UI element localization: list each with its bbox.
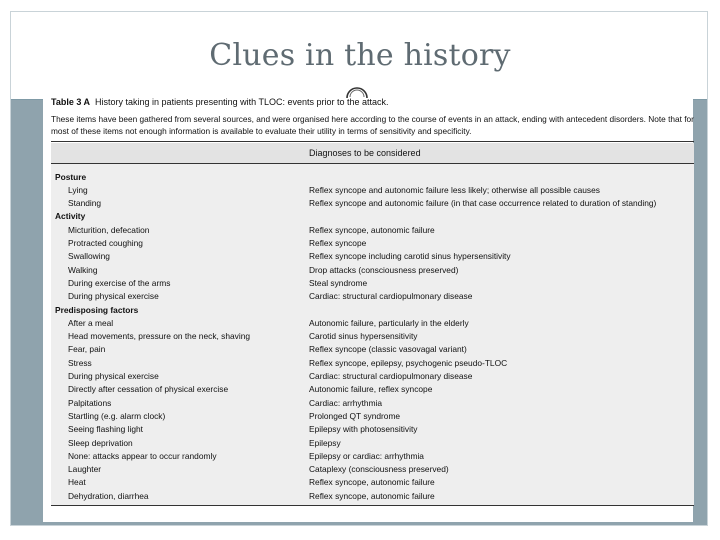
history-item: Dehydration, diarrhea [68,490,149,501]
table-row [51,358,694,371]
history-item: Laughter [68,464,102,475]
history-item: Heat [68,477,86,488]
history-item: Directly after cessation of physical exercise [68,384,229,395]
table-row [51,438,694,451]
table-row [51,265,694,278]
history-item: Palpitations [68,397,112,408]
table-caption-label: Table 3 A [51,97,91,107]
history-item: Micturition, defecation [68,224,150,235]
table-section-row [51,211,694,224]
table-row [51,424,694,437]
diagnosis-cell: Reflex syncope, autonomic failure [309,490,435,501]
history-item: Seeing flashing light [68,424,143,435]
diagnosis-cell: Reflex syncope, autonomic failure [309,224,435,235]
diagnosis-cell: Reflex syncope, epilepsy, psychogenic pseudo-TLOC [309,357,508,368]
history-item: During physical exercise [68,371,159,381]
section-heading: Posture [55,171,87,182]
table-row [51,464,694,477]
diagnosis-cell: Reflex syncope and autonomic failure less likely; otherwise all possible causes [309,184,600,195]
table-row [51,331,694,344]
table-note: These items have been gathered from several sources, and were organised here according to the course of events in an attack, ending with antecedent disorders. Note that for most of these items not enough information is available to evaluate their utility in terms of sensitivity and specificity. [51,114,694,136]
diagnosis-cell: Prolonged QT syndrome [309,410,401,421]
table-row [51,344,694,357]
history-item: Fear, pain [68,344,106,355]
table-caption [51,97,691,107]
history-item: Startling (e.g. alarm clock) [68,410,166,421]
history-item: None: attacks appear to occur randomly [68,450,217,461]
diagnosis-cell: Reflex syncope including carotid sinus hypersensitivity [309,251,511,262]
history-item: Walking [68,264,98,275]
diagnosis-cell: Epilepsy with photosensitivity [309,424,418,435]
title-ornament-icon [343,78,371,106]
history-item: Swallowing [68,251,110,262]
table-row [51,185,694,198]
diagnosis-cell: Autonomic failure, reflex syncope [309,384,433,395]
table-section-row [51,305,694,318]
history-item: Sleep deprivation [68,437,133,448]
table-row [51,384,694,397]
diagnosis-cell: Autonomic failure, particularly in the elderly [309,317,469,328]
section-heading: Predisposing factors [55,304,139,315]
table-row [51,225,694,238]
table-row [51,291,694,304]
diagnosis-cell: Cardiac: structural cardiopulmonary disease [309,291,473,302]
table-bottom-rule [51,505,694,506]
table-row [51,411,694,424]
table-row [51,278,694,291]
table-row [51,477,694,490]
diagnosis-cell: Reflex syncope and autonomic failure (in that case occurrence related to duration of standing) [309,198,657,209]
diagnosis-cell: Cataplexy (consciousness preserved) [309,464,449,475]
history-item: Stress [68,357,92,368]
history-item: After a meal [68,317,114,328]
table-header-diagnoses: Diagnoses to be considered [309,148,421,158]
table-row [51,398,694,411]
right-accent-strip [693,100,707,525]
diagnosis-cell: Epilepsy or cardiac: arrhythmia [309,450,424,461]
history-item: During exercise of the arms [68,277,171,288]
diagnosis-cell: Reflex syncope [309,238,367,248]
table-row [51,371,694,384]
history-item: Head movements, pressure on the neck, shaving [68,331,251,342]
table-caption-text: History taking in patients presenting with TLOC: events prior to the attack. [95,97,389,107]
table-row [51,251,694,264]
left-accent-strip [11,100,43,525]
diagnosis-cell: Cardiac: arrhythmia [309,397,383,408]
diagnosis-cell: Epilepsy [309,437,341,448]
history-item: Protracted coughing [68,238,143,248]
table-row [51,491,694,504]
table-image [43,92,693,522]
table-row [51,238,694,251]
history-item: Standing [68,198,102,209]
table-row [51,198,694,211]
section-heading: Activity [55,211,86,222]
table-row [51,451,694,464]
diagnosis-cell: Reflex syncope (classic vasovagal variant) [309,344,467,355]
slide-title: Clues in the history [209,38,511,73]
diagnosis-cell: Reflex syncope, autonomic failure [309,477,435,488]
history-item: During physical exercise [68,291,159,302]
table-row [51,318,694,331]
diagnosis-cell: Steal syndrome [309,277,368,288]
diagnosis-cell: Drop attacks (consciousness preserved) [309,264,459,275]
diagnosis-cell: Carotid sinus hypersensitivity [309,331,418,342]
history-item: Lying [68,184,88,195]
diagnosis-cell: Cardiac: structural cardiopulmonary disease [309,371,473,381]
table-section-row [51,172,694,185]
